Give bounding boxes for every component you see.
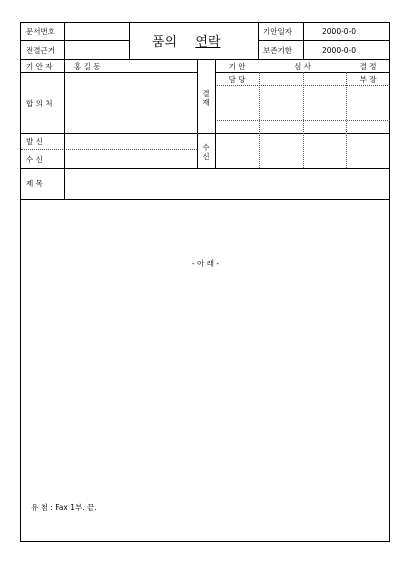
rule-h bbox=[258, 40, 390, 41]
attachment-line bbox=[31, 503, 97, 512]
rule-v bbox=[197, 59, 198, 168]
body-heading: - 아 래 - bbox=[191, 259, 220, 268]
doc-number-label: 문서번호 bbox=[26, 27, 55, 36]
rule-h bbox=[21, 40, 129, 41]
drafter-value: 홍 길 동 bbox=[74, 62, 101, 71]
attachment-label: 유 첨 : bbox=[31, 503, 53, 512]
approval-col-review: 심 사 bbox=[294, 62, 311, 71]
title-part1: 품의 bbox=[152, 35, 178, 50]
rule-v bbox=[258, 23, 259, 59]
basis-label: 전결근거 bbox=[26, 46, 55, 55]
rule-h bbox=[21, 199, 390, 200]
rule-dotted bbox=[21, 149, 197, 150]
retention-label: 보존기한 bbox=[263, 46, 292, 55]
form-title bbox=[152, 35, 221, 50]
rule-dotted-v bbox=[346, 72, 347, 168]
approval-form bbox=[20, 22, 390, 542]
rule-h bbox=[21, 59, 390, 60]
rule-dotted-v bbox=[303, 72, 304, 168]
draft-date-label: 기안일자 bbox=[263, 27, 292, 36]
subject-label: 제 목 bbox=[26, 179, 43, 188]
receipt-label: 수신 bbox=[202, 143, 210, 161]
rule-dotted-v bbox=[259, 72, 260, 168]
attachment-value: Fax 1부. 끝. bbox=[55, 503, 97, 512]
approval-head: 부 장 bbox=[359, 75, 377, 84]
approval-col-draft: 기 안 bbox=[228, 62, 246, 71]
rule-h bbox=[21, 168, 390, 169]
agreement-label: 합 의 처 bbox=[26, 99, 53, 108]
rule-h bbox=[21, 133, 390, 134]
draft-date-value: 2000-0-0 bbox=[322, 27, 357, 36]
drafter-label: 기 안 자 bbox=[26, 62, 53, 71]
approval-col-decide: 결 정 bbox=[359, 62, 377, 71]
rule-v bbox=[303, 23, 304, 59]
rule-v bbox=[129, 23, 130, 59]
receiver-label: 수 신 bbox=[26, 155, 43, 164]
rule-v bbox=[64, 23, 65, 199]
rule-h bbox=[21, 72, 197, 73]
approval-label: 결재 bbox=[202, 89, 210, 107]
approval-in-charge: 담 당 bbox=[228, 75, 246, 84]
title-part2: 연락 bbox=[195, 35, 221, 50]
sender-label: 발 신 bbox=[26, 137, 43, 146]
retention-value: 2000-0-0 bbox=[322, 46, 357, 55]
